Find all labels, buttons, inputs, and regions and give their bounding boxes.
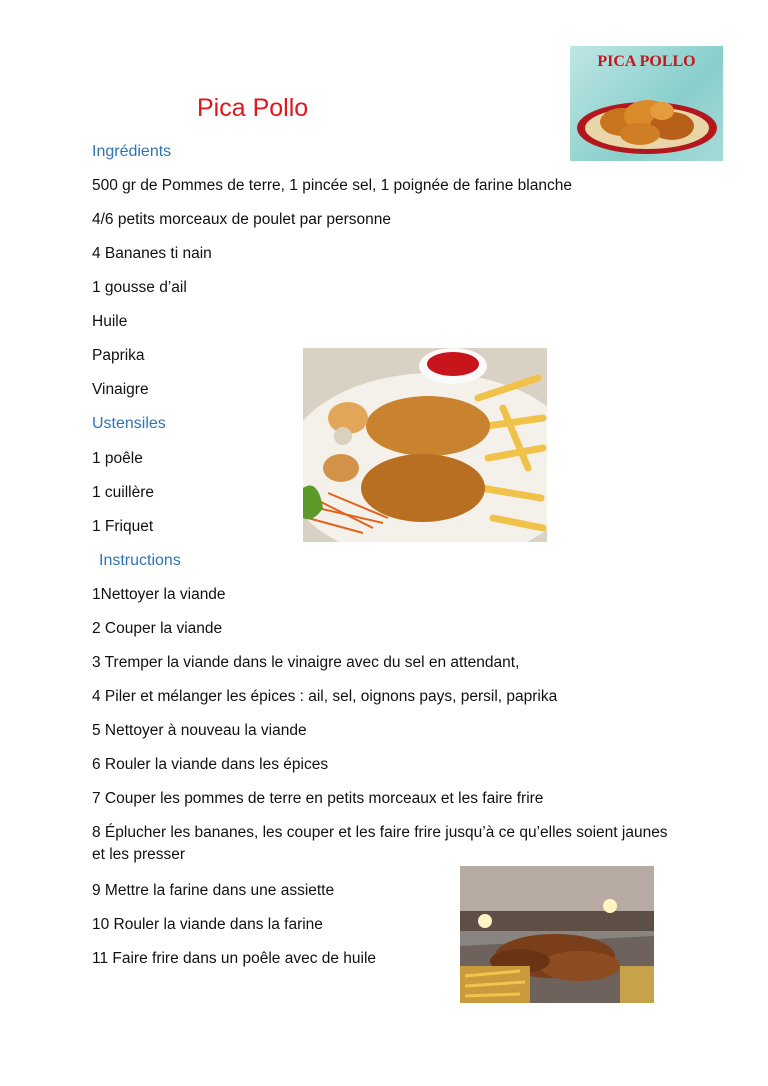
logo-text: PICA POLLO: [597, 53, 696, 70]
ingredient-item: Paprika: [92, 347, 145, 364]
instruction-step: 6 Rouler la viande dans les épices: [92, 756, 329, 773]
ingredient-item: 4/6 petits morceaux de poulet par personne: [92, 211, 391, 228]
instruction-step: 11 Faire frire dans un poêle avec de huile: [92, 950, 377, 967]
buffet-counter-icon: [460, 866, 654, 1003]
utensil-item: 1 cuillère: [92, 484, 155, 501]
ingredients-heading: Ingrédients: [92, 143, 172, 160]
ingredient-item: 1 gousse d’ail: [92, 279, 187, 296]
instruction-step: 5 Nettoyer à nouveau la viande: [92, 722, 307, 739]
fried-chicken-icon: [303, 348, 547, 542]
instructions-heading: Instructions: [99, 552, 181, 569]
fried-chicken-fries-photo: [303, 348, 547, 542]
instruction-step: 4 Piler et mélanger les épices : ail, sel, oignons pays, persil, paprika: [92, 688, 558, 705]
ingredient-item: 4 Bananes ti nain: [92, 245, 212, 262]
ingredient-item: 500 gr de Pommes de terre, 1 pincée sel, 1 poignée de farine blanche: [92, 177, 572, 194]
instruction-step: 1Nettoyer la viande: [92, 586, 226, 603]
pica-pollo-logo: [570, 46, 723, 161]
buffet-photo: [460, 866, 654, 1003]
page-title: Pica Pollo: [197, 94, 309, 122]
ingredient-item: Vinaigre: [92, 381, 149, 398]
instruction-step: 3 Tremper la viande dans le vinaigre avec du sel en attendant,: [92, 654, 520, 671]
utensil-item: 1 poêle: [92, 450, 143, 467]
utensils-heading: Ustensiles: [92, 415, 166, 432]
instruction-step: 8 Éplucher les bananes, les couper et les faire frire jusqu’à ce qu’elles soient jaunes et les presser: [92, 824, 668, 863]
instruction-step: 2 Couper la viande: [92, 620, 223, 637]
instruction-step: 9 Mettre la farine dans une assiette: [92, 882, 335, 899]
instruction-step: 7 Couper les pommes de terre en petits morceaux et les faire frire: [92, 790, 544, 807]
fried-chicken-plate-icon: [570, 46, 723, 161]
instruction-step: 10 Rouler la viande dans la farine: [92, 916, 323, 933]
utensil-item: 1 Friquet: [92, 518, 154, 535]
ingredient-item: Huile: [92, 313, 128, 330]
